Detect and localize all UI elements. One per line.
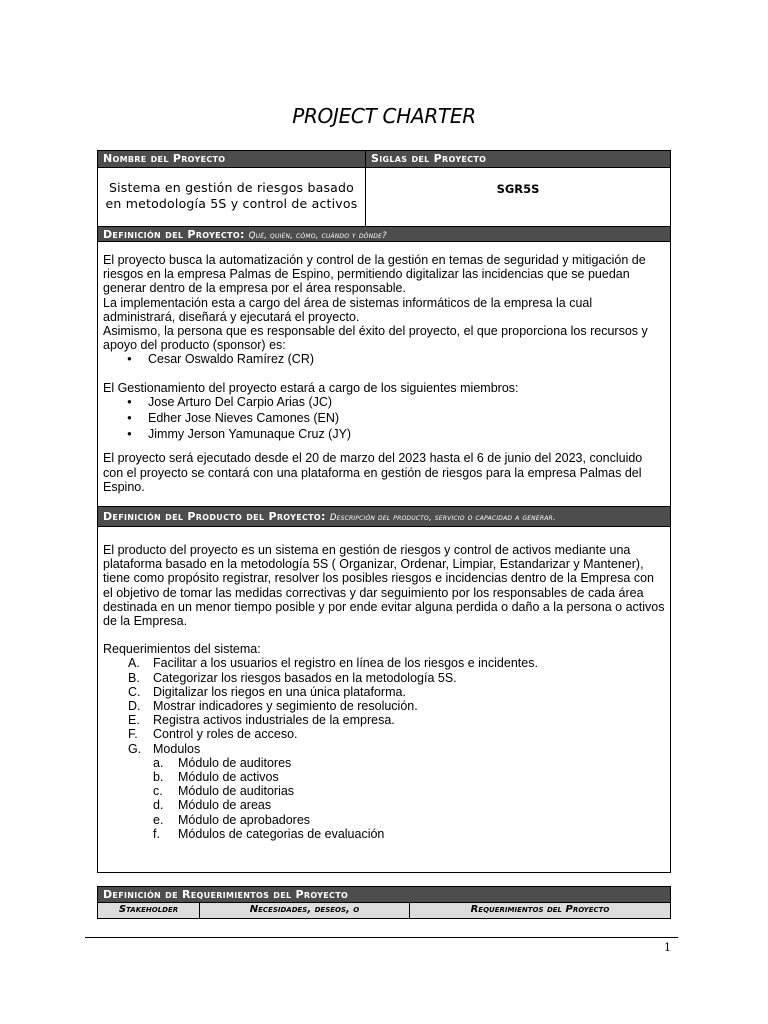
list-item — [153, 756, 665, 770]
column-header: Requerimientos del Proyecto — [410, 903, 670, 918]
list-marker: E. — [128, 713, 140, 728]
list-marker: c. — [153, 784, 163, 799]
definition-body — [98, 242, 670, 506]
project-name-line1: Sistema en gestión de riesgos basado — [109, 180, 354, 195]
definition-para1: El proyecto busca la automatización y control de la gestión en temas de seguridad y mitigación de riesgos en la empresa Palmas de Espino, permitiendo digitalizar las incidencias que se puedan generar dentro de la empresa por el área responsable. — [103, 253, 646, 296]
list-item — [153, 784, 665, 798]
acronym-cell — [366, 151, 670, 226]
list-item: ● Edher Jose Nieves Camones (EN) — [136, 411, 665, 425]
sponsor-list — [103, 352, 665, 366]
list-item — [153, 798, 665, 812]
list-marker: G. — [128, 741, 142, 756]
list-item — [128, 685, 665, 699]
list-marker: f. — [153, 826, 160, 841]
list-item — [128, 713, 665, 727]
list-item: ● Jimmy Jerson Yamunaque Cruz (JY) — [136, 427, 665, 441]
list-text: Módulo de activos — [178, 770, 279, 785]
list-text: Facilitar a los usuarios el registro en línea de los riesgos e incidentes. — [153, 656, 538, 671]
list-item — [153, 813, 665, 827]
project-name-line2: en metodología 5S y control de activos — [105, 196, 358, 211]
list-marker: a. — [153, 755, 164, 770]
name-cell — [98, 151, 366, 226]
definition-para2: La implementación esta a cargo del área de sistemas informáticos de la empresa la cual administrará, diseñará y ejecutará el proyecto. — [103, 295, 593, 324]
product-para1: El producto del proyecto es un sistema en gestión de riesgos y control de activos mediante una plataforma basado en la metodología 5S ( Organizar, Ordenar, Limpiar, Estandarizar y Mantener), tiene como propósito registrar, resolver los posibles riesgos e incidencias dentro de la Empresa con el objetivo de tomar las medidas correctivas y dar seguimiento por los responsables de cada área destinada en un menor tiempo posible y por ende evitar alguna perdida o daño a la persona o activos de la Empresa. — [103, 543, 665, 629]
list-item — [128, 671, 665, 685]
list-item: ● Jose Arturo Del Carpio Arias (JC) — [136, 395, 665, 409]
list-item — [128, 656, 665, 670]
list-marker: F. — [128, 727, 138, 742]
definition-para4: El Gestionamiento del proyecto estará a cargo de los siguientes miembros: — [103, 380, 519, 395]
list-item — [128, 699, 665, 713]
list-marker: B. — [128, 670, 140, 685]
requirements-table — [97, 886, 671, 919]
list-item — [128, 727, 665, 741]
list-text: Módulo de auditorias — [178, 784, 295, 799]
list-item — [128, 742, 665, 756]
requirements-table-columns — [98, 903, 670, 918]
modules-list — [128, 756, 665, 841]
requirements-title: Requerimientos del sistema: — [103, 642, 261, 657]
requirements-table-header: Definición de Requerimientos del Proyecto — [98, 887, 670, 903]
list-item — [153, 770, 665, 784]
header-row — [98, 151, 670, 226]
project-name — [98, 168, 365, 212]
list-text: Modulos — [153, 741, 201, 756]
list-text: Módulo de auditores — [178, 755, 292, 770]
definition-header — [98, 226, 670, 242]
column-header: Stakeholder — [98, 903, 200, 918]
product-body — [98, 527, 670, 841]
list-marker: e. — [153, 812, 164, 827]
acronym-value: SGR5S — [496, 182, 540, 196]
product-header — [98, 506, 670, 527]
list-marker: D. — [128, 699, 141, 714]
document-title: PROJECT CHARTER — [292, 104, 476, 128]
list-text: Mostrar indicadores y segimiento de resolución. — [153, 699, 418, 714]
requirements-list — [103, 656, 665, 841]
list-text: Categorizar los riesgos basados en la metodología 5S. — [153, 670, 457, 685]
product-label: Definición del Producto del Proyecto: — [103, 510, 326, 523]
list-text: Control y roles de acceso. — [153, 727, 298, 742]
list-text: Módulo de aprobadores — [178, 812, 311, 827]
footer-divider — [85, 937, 678, 938]
name-label: Nombre del Proyecto — [98, 151, 365, 168]
page-number: 1 — [664, 941, 671, 954]
acronym-label: Siglas del Proyecto — [366, 151, 670, 168]
list-item: ● Cesar Oswaldo Ramírez (CR) — [136, 352, 665, 366]
member-list — [103, 395, 665, 442]
list-marker: b. — [153, 770, 164, 785]
list-text: Digitalizar los riegos en una única plataforma. — [153, 684, 406, 699]
list-text: Registra activos industriales de la empresa. — [153, 713, 395, 728]
list-item — [153, 827, 665, 841]
column-header: Necesidades, deseos, o — [200, 903, 410, 918]
definition-sublabel: Qué, quién, cómo, cuándo y dónde? — [248, 231, 387, 241]
definition-para5: El proyecto será ejecutado desde el 20 de marzo del 2023 hasta el 6 de junio del 2023, concluido con el proyecto se contará con una plataforma en gestión de riesgos para la empresa Palmas del Espino. — [103, 451, 643, 494]
list-marker: C. — [128, 684, 141, 699]
charter-box — [97, 150, 671, 873]
definition-para3: Asimismo, la persona que es responsable del éxito del proyecto, el que proporciona los recursos y apoyo del producto (sponsor) es: — [103, 324, 648, 353]
product-sublabel: Descripción del producto, servicio o capacidad a generar. — [329, 513, 556, 523]
list-text: Módulos de categorias de evaluación — [178, 826, 385, 841]
definition-label: Definición del Proyecto: — [103, 228, 245, 241]
list-marker: A. — [128, 656, 140, 671]
list-text: Módulo de areas — [178, 798, 272, 813]
list-marker: d. — [153, 798, 164, 813]
